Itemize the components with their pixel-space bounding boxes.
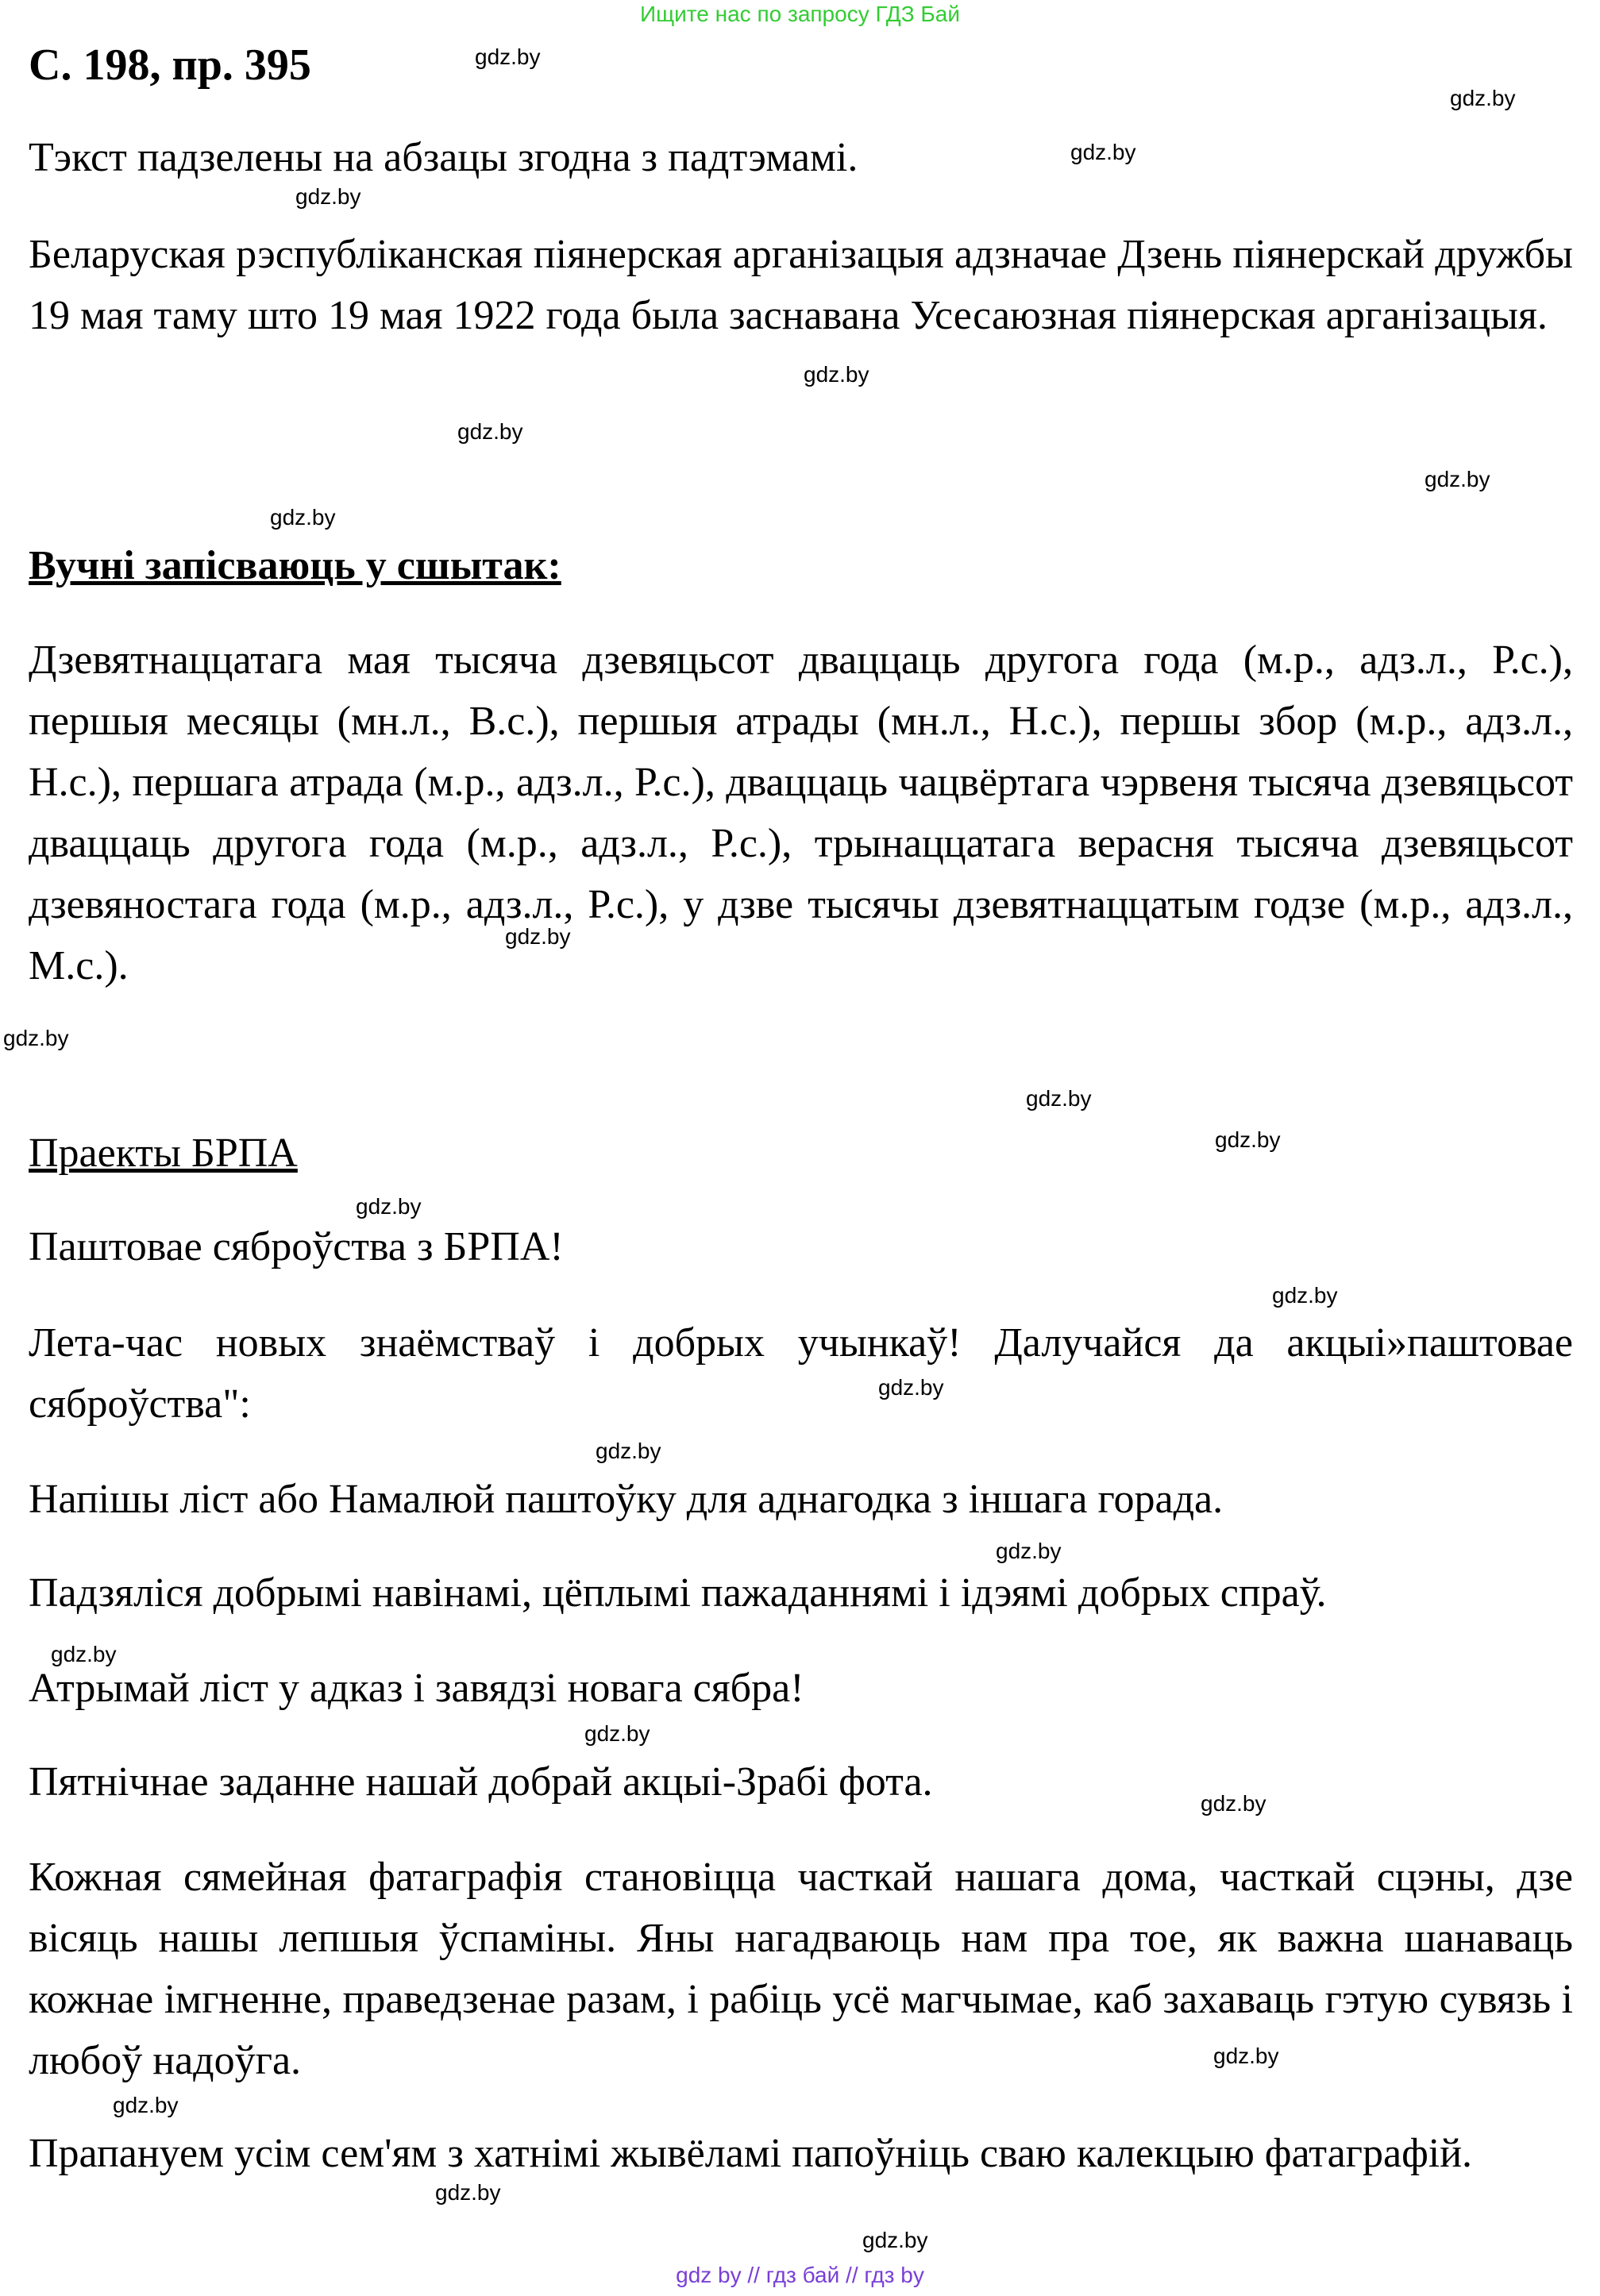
- watermark: gdz.by: [1026, 1086, 1092, 1111]
- watermark: gdz.by: [804, 362, 869, 387]
- watermark: gdz.by: [475, 44, 541, 69]
- watermark: gdz.by: [457, 419, 523, 444]
- watermark: gdz.by: [596, 1439, 661, 1463]
- paragraph-postal-friendship: Паштовае сяброўства з БРПА!: [29, 1224, 564, 1269]
- page-title: С. 198, пр. 395: [29, 40, 311, 90]
- paragraph-pioneer-day: Беларуская рэспубліканская піянерская арганізацыя адзначае Дзень піянерскай дружбы 19 мая таму што 19 мая 1922 года была заснавана Усесаюзная піянерская арганізацыя.: [29, 232, 1573, 338]
- watermark: gdz.by: [862, 2228, 928, 2252]
- section-heading-projects: Праекты БРПА: [29, 1131, 298, 1176]
- footer-links[interactable]: gdz by // гдз бай // гдз by: [676, 2263, 924, 2287]
- watermark: gdz.by: [1070, 140, 1136, 164]
- paragraph-write-letter: Напішы ліст або Намалюй паштоўку для аднагодка з іншага горада.: [29, 1477, 1224, 1522]
- paragraph-share-news: Падзяліся добрымі навінамі, цёплымі пажаданнямі і ідэямі добрых спраў.: [29, 1570, 1327, 1616]
- watermark: gdz.by: [505, 924, 571, 949]
- paragraph-intro: Тэкст падзелены на абзацы згодна з падтэмамі.: [29, 135, 858, 180]
- watermark: gdz.by: [996, 1539, 1062, 1563]
- paragraph-offer-collection: Прапануем усім сем'ям з хатнімі жывёламі папоўніць сваю калекцыю фатаграфій.: [29, 2131, 1473, 2176]
- watermark: gdz.by: [356, 1194, 422, 1219]
- paragraph-summer-time: Лета-час новых знаёмстваў і добрых учынкаў! Далучайся да акцыі»паштовае сяброўства":: [29, 1320, 1573, 1427]
- watermark: gdz.by: [270, 505, 336, 530]
- watermark: gdz.by: [3, 1026, 69, 1050]
- watermark: gdz.by: [113, 2093, 179, 2117]
- watermark: gdz.by: [1272, 1283, 1338, 1308]
- watermark: gdz.by: [435, 2180, 501, 2205]
- top-banner[interactable]: Ищите нас по запросу ГДЗ Бай: [639, 2, 961, 26]
- paragraph-notebook-entry: Дзевятнаццатага мая тысяча дзевяцьсот дваццаць другога года (м.р., адз.л., Р.с.), першыя месяцы (мн.л., В.с.), першыя атрады (мн.л., Н.с.), першы збор (м.р., адз.л., Н.с.), першага атрада (м.р., адз.л., Р.с.), дваццаць чацвёртага чэрвеня тысяча дзевяцьсот дваццаць другога года (м.р., адз.л., Р.с.), трынаццатага верасня тысяча дзевяцьсот дзевяностага года (м.р., адз.л., Р.с.), у дзве тысячы дзевятнаццатым годзе (м.р., адз.л., М.с.).: [29, 638, 1573, 988]
- paragraph-family-photo: Кожная сямейная фатаграфія становіцца часткай нашага дома, часткай сцэны, дзе вісяць нашы лепшыя ўспаміны. Яны нагадваюць нам пра тое, як важна шанаваць кожнае імгненне, праведзенае разам, і рабіць усё магчымае, каб захаваць гэтую сувязь і любоў надоўга.: [29, 1855, 1573, 2083]
- watermark: gdz.by: [1450, 86, 1516, 110]
- paragraph-friday-task: Пятнічнае заданне нашай добрай акцыі-Зрабі фота.: [29, 1759, 933, 1805]
- watermark: gdz.by: [584, 1721, 650, 1746]
- section-heading-notebook: Вучні запісваюць у сшытак:: [29, 543, 561, 588]
- watermark: gdz.by: [51, 1642, 117, 1666]
- watermark: gdz.by: [1215, 1127, 1281, 1152]
- watermark: gdz.by: [878, 1375, 944, 1400]
- watermark: gdz.by: [1425, 467, 1490, 491]
- watermark: gdz.by: [295, 184, 361, 209]
- watermark: gdz.by: [1213, 2044, 1279, 2068]
- watermark: gdz.by: [1201, 1791, 1267, 1816]
- paragraph-get-reply: Атрымай ліст у адказ і завядзі новага сябра!: [29, 1666, 804, 1711]
